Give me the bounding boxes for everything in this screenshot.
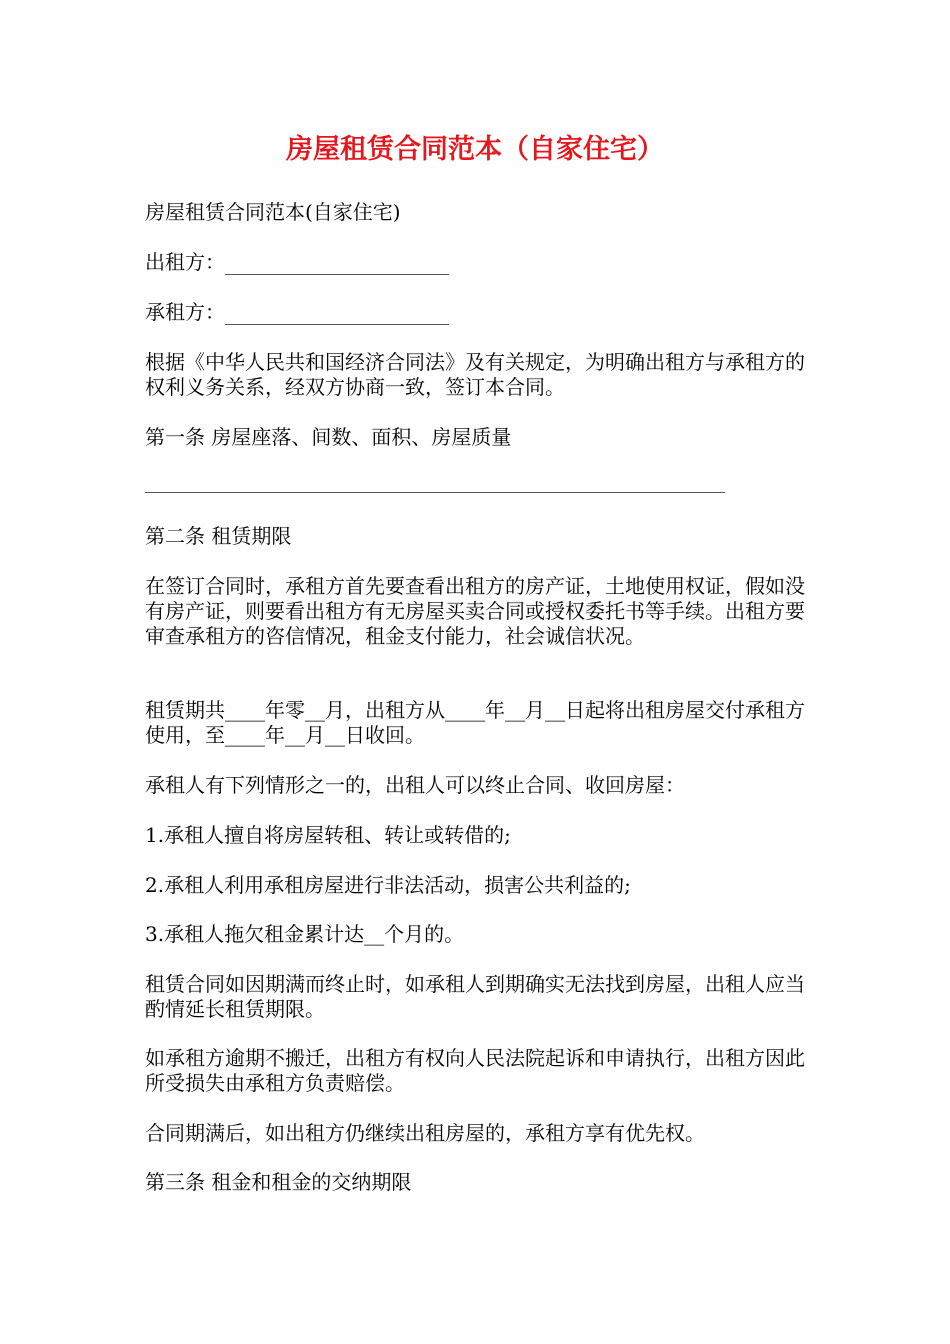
term-paragraph: 租赁期共____年零__月，出租方从____年__月__日起将出租房屋交付承租方使用，至____年__月__日收回。 — [145, 698, 805, 747]
intro-paragraph: 根据《中华人民共和国经济合同法》及有关规定，为明确出租方与承租方的权利义务关系，经双方协商一致，签订本合同。 — [145, 350, 805, 399]
list-item-2: 2.承租人利用承租房屋进行非法活动，损害公共利益的; — [145, 873, 631, 897]
extend-paragraph: 租赁合同如因期满而终止时，如承租人到期确实无法找到房屋，出租人应当酌情延长租赁期限。 — [145, 972, 805, 1021]
article-1-blank-line — [145, 492, 725, 493]
article-1-heading: 第一条 房屋座落、间数、面积、房屋质量 — [145, 425, 512, 449]
article-3-heading: 第三条 租金和租金的交纳期限 — [145, 1170, 412, 1194]
priority-paragraph: 合同期满后，如出租方仍继续出租房屋的，承租方享有优先权。 — [145, 1121, 705, 1145]
lessor-line — [145, 250, 810, 275]
terminate-paragraph: 承租人有下列情形之一的，出租人可以终止合同、收回房屋： — [145, 773, 685, 797]
check-paragraph: 在签订合同时，承租方首先要查看出租方的房产证，土地使用权证，假如没有房产证，则要看出租方有无房屋买卖合同或授权委托书等手续。出租方要审查承租方的咨信情况，租金支付能力，社会诚信状况。 — [145, 574, 805, 648]
list-item-3: 3.承租人拖欠租金累计达__个月的。 — [145, 922, 465, 946]
overdue-paragraph: 如承租方逾期不搬迁，出租方有权向人民法院起诉和申请执行，出租方因此所受损失由承租方负责赔偿。 — [145, 1046, 805, 1095]
document-title: 房屋租赁合同范本（自家住宅） — [286, 134, 664, 165]
document-subtitle: 房屋租赁合同范本(自家住宅) — [145, 200, 401, 224]
list-item-1: 1.承租人擅自将房屋转租、转让或转借的; — [145, 823, 511, 847]
article-2-heading: 第二条 租赁期限 — [145, 524, 292, 548]
lessee-label: 承租方： — [145, 300, 225, 324]
lessee-blank — [225, 304, 449, 325]
lessor-blank — [225, 254, 449, 275]
lessee-line — [145, 300, 810, 325]
lessor-label: 出租方： — [145, 250, 225, 274]
